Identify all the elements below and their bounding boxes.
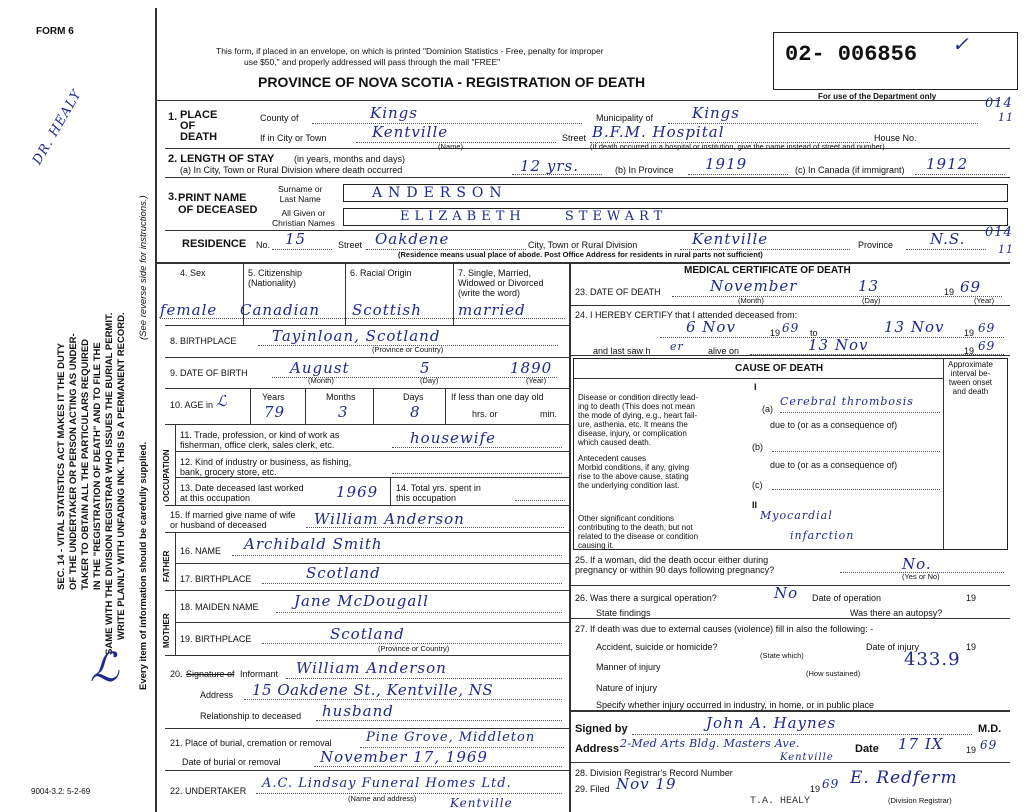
dob-month: August — [290, 359, 350, 377]
notice-line-2: use $50," and properly addressed will pass through the mail "FREE" — [244, 57, 501, 67]
given-label: All Given or Christian Names — [272, 208, 335, 228]
act-line-3: TAKER TO OBTAIN ALL THE PARTICULARS REQUIRED — [80, 338, 91, 590]
hospital-note: (If death occurred in a hospital or institution, give the name instead of street and number) — [590, 142, 885, 151]
alive-prefix: 19 — [964, 346, 975, 356]
relationship-label: Relationship to deceased — [200, 711, 302, 721]
form-code: 9004-3.2: 5-2-69 — [31, 787, 91, 796]
occ-14-line — [515, 500, 565, 501]
undertaker-label: 22. UNDERTAKER — [170, 786, 247, 796]
age-label: 10. AGE in — [170, 400, 214, 410]
cause-b-marker: (b) — [752, 442, 763, 452]
mother-maiden: Jane McDougall — [294, 592, 429, 610]
act-line-6: WRITE PLAINLY WITH UNFADING INK. THIS IS A PERMANENT RECORD. — [116, 312, 127, 640]
age-months: 3 — [338, 403, 349, 421]
cert-addr-2: Kentville — [780, 752, 834, 763]
dob-year-caption: (Year) — [526, 376, 547, 385]
dept-use-label: For use of the Department only — [818, 92, 937, 101]
undertaker-town: Kentville — [450, 796, 513, 810]
occ-11-value: housewife — [410, 429, 496, 447]
row-rule — [165, 424, 569, 425]
other-conditions-label: Other significant conditions contributing to the death, but not related to the disease or condition causing it. — [578, 514, 699, 550]
interval-header: Approximate interval be- tween onset and death — [948, 360, 993, 396]
filed-year: 69 — [822, 777, 840, 791]
pregnancy-label: 25. If a woman, did the death occur either during pregnancy or within 90 days following pregnancy? — [575, 555, 775, 575]
occ-14-label: 14. Total yrs. spent in this occupation — [396, 483, 481, 503]
residence-city-label: City, Town or Rural Division — [528, 240, 638, 250]
dept-code-1: 014 — [985, 96, 1013, 111]
specify-label: Specify whether injury occurred in industry, in home, or in public place — [596, 700, 874, 710]
registration-check: ✓ — [952, 32, 970, 56]
row-rule — [165, 532, 569, 533]
state-which-caption: (State which) — [760, 651, 804, 660]
right-rule — [569, 618, 1010, 619]
residence-province-line — [906, 249, 986, 250]
cause-a-line — [780, 412, 940, 413]
act-line-1: SEC. 14 - VITAL STATISTICS ACT MAKES IT THE DUTY — [56, 342, 67, 590]
informant-addr: 15 Oakdene St., Kentville, NS — [252, 681, 494, 699]
classification-code: 433.9 — [904, 649, 961, 670]
external-label: 27. If death was due to external causes (violence) fill in also the following: - — [575, 624, 874, 634]
residence-note: (Residence means usual place of abode. Post Office Address for residents in rural parts not sufficient) — [398, 250, 763, 259]
registrar-stamp: T.A. HEALY — [750, 796, 811, 807]
roman-2: II — [752, 500, 758, 510]
cert-date: 17 IX — [898, 735, 944, 753]
occ-13-value: 1969 — [336, 483, 379, 501]
cause-a: Cerebral thrombosis — [780, 395, 914, 408]
dob-day: 5 — [420, 359, 431, 377]
mother-side-label: MOTHER — [162, 613, 171, 648]
dod-day: 13 — [858, 277, 880, 295]
dod-year-caption: (Year) — [974, 296, 995, 305]
municipality-label: Municipality of — [596, 113, 654, 123]
undertaker-value: A.C. Lindsay Funeral Homes Ltd. — [262, 776, 512, 791]
cert-addr-label: Address — [575, 743, 620, 755]
residence-street-label: Street — [338, 240, 363, 250]
occ-13-label: 13. Date deceased last worked at this occupation — [180, 483, 304, 503]
certify-label: 24. I HEREBY CERTIFY that I attended deceased from: — [575, 310, 798, 320]
spouse-value: William Anderson — [314, 510, 465, 528]
medical-title: MEDICAL CERTIFICATE OF DEATH — [684, 265, 851, 276]
s2-sub: (in years, months and days) — [294, 154, 406, 164]
sex-value: female — [160, 301, 218, 319]
residence-province: N.S. — [930, 230, 966, 248]
surname-value: ANDERSON — [372, 185, 508, 201]
dod-label: 23. DATE OF DEATH — [575, 287, 661, 297]
last-seen-suffix: er — [670, 340, 684, 353]
mother-maiden-line — [276, 612, 562, 613]
dod-month: November — [710, 277, 798, 295]
instructions-note: Every item of information should be carefully supplied. — [138, 441, 149, 690]
cause-c-marker: (c) — [752, 480, 763, 490]
informant-line — [286, 678, 562, 679]
autopsy-label: Was there an autopsy? — [850, 608, 943, 618]
interval-col — [943, 358, 944, 550]
dept-code-2b: 11 — [998, 243, 1014, 256]
city-caption: (Name) — [438, 142, 464, 151]
s3-num: 3. — [168, 191, 178, 203]
burial-date: November 17, 1969 — [320, 748, 488, 766]
dod-year-prefix: 19 — [944, 287, 955, 297]
attend-to-prefix: 19 — [964, 328, 975, 338]
cert-date-label: Date — [855, 743, 879, 755]
s2-b-label: (b) In Province — [615, 165, 674, 175]
father-name-line — [232, 555, 562, 556]
row-rule — [165, 590, 569, 591]
residence-no: 15 — [285, 230, 307, 248]
filed-year-prefix: 19 — [810, 784, 821, 794]
cert-date-prefix: 19 — [966, 745, 977, 755]
row-rule — [165, 357, 569, 358]
other-conditions: Myocardial — [760, 509, 833, 522]
accident-label: Accident, suicide or homicide? — [596, 642, 718, 652]
racial-value: Scottish — [352, 301, 422, 319]
less-than-day-label: If less than one day old — [451, 392, 544, 402]
operation-date-label: Date of operation — [812, 593, 882, 603]
last-seen-label: and last saw h — [593, 346, 651, 356]
s2-label: 2. LENGTH OF STAY — [168, 153, 275, 165]
father-birthplace-label: 17. BIRTHPLACE — [180, 574, 252, 584]
marital-label: 7. Single, Married, Widowed or Divorced (write the word) — [458, 268, 544, 298]
age-tick: ℒ — [216, 392, 228, 410]
occupation-side-label: OCCUPATION — [162, 449, 171, 502]
middle-divider — [569, 262, 571, 812]
city-value: Kentville — [372, 123, 449, 141]
dob-day-caption: (Day) — [420, 376, 439, 385]
age-years: 79 — [264, 403, 286, 421]
alive-line — [750, 354, 1004, 355]
given-value: ELIZABETH STEWART — [400, 209, 668, 224]
row-rule — [175, 622, 569, 623]
informant-addr-label: Address — [200, 690, 234, 700]
act-line-2: OF THE UNDERTAKER OR PERSON ACTING AS UNDER- — [68, 333, 79, 590]
attend-to-label: to — [810, 328, 818, 338]
s1-num: 1. — [168, 111, 178, 123]
filed-label: 29. Filed — [575, 784, 610, 794]
occ-12-line — [392, 473, 562, 474]
dob-label: 9. DATE OF BIRTH — [170, 368, 248, 378]
col-rule — [390, 477, 391, 505]
birthplace-caption: (Province or Country) — [372, 345, 444, 354]
col-rule — [250, 388, 251, 424]
dept-code-2: 014 — [985, 225, 1013, 240]
registrar-caption: (Division Registrar) — [888, 796, 952, 805]
dept-code-1b: 11 — [998, 111, 1014, 124]
father-birthplace-line — [262, 583, 562, 584]
county-value: Kings — [370, 104, 418, 122]
cert-addr: 2-Med Arts Bldg. Masters Ave. — [620, 737, 800, 750]
cause-b-due: due to (or as a consequence of) — [770, 460, 898, 470]
sex-label: 4. Sex — [180, 268, 206, 278]
cause-title-rule — [573, 378, 943, 379]
attend-from-year: 69 — [782, 321, 800, 335]
father-side-label: FATHER — [162, 550, 171, 582]
street-label: Street — [562, 133, 587, 143]
row-rule — [175, 451, 569, 452]
burial-date-line — [314, 766, 562, 767]
residence-no-label: No. — [256, 240, 271, 250]
citizenship-label: 5. Citizenship (Nationality) — [248, 268, 303, 288]
form-id: FORM 6 — [36, 26, 74, 37]
relationship-value: husband — [322, 702, 394, 720]
cert-date-year: 69 — [980, 738, 998, 752]
col-rule — [445, 388, 446, 424]
registrar-signature: E. Redferm — [850, 768, 958, 788]
residence-no-line — [272, 249, 332, 250]
act-line-4: IN THE "REGISTRATION OF DEATH" AND TO FILE THE — [92, 342, 103, 590]
occ-12-label: 12. Kind of industry or business, as fishing, bank, grocery store, etc. — [180, 457, 352, 477]
row-rule — [165, 388, 569, 389]
signed-by: John A. Haynes — [706, 714, 837, 732]
relationship-line — [316, 720, 562, 721]
city-label: If in City or Town — [260, 133, 327, 143]
record-number-label: 28. Division Registrar's Record Number — [575, 768, 733, 778]
attend-from: 6 Nov — [686, 318, 736, 336]
burial-date-label: Date of burial or removal — [182, 757, 281, 767]
alive-date: 13 Nov — [808, 336, 869, 354]
spouse-label: 15. If married give name of wife or husband of deceased — [170, 510, 296, 530]
cause-c-line — [772, 489, 940, 490]
cause-b-line — [772, 451, 940, 452]
burial-place-label: 21. Place of burial, cremation or removal — [170, 738, 332, 748]
municipality-value: Kings — [692, 104, 740, 122]
signed-by-label: Signed by — [575, 723, 628, 735]
dob-month-caption: (Month) — [308, 376, 334, 385]
dod-month-caption: (Month) — [738, 296, 764, 305]
operation-year-prefix: 19 — [966, 593, 977, 603]
burial-place: Pine Grove, Middleton — [366, 730, 536, 745]
age-years-label: Years — [262, 392, 285, 402]
county-label: County of — [260, 113, 299, 123]
mother-maiden-label: 18. MAIDEN NAME — [180, 602, 259, 612]
occ-11-label: 11. Trade, profession, or kind of work as fisherman, office clerk, sales clerk, etc. — [180, 430, 340, 450]
informant-addr-line — [244, 699, 562, 700]
age-days: 8 — [410, 403, 421, 421]
mother-birthplace: Scotland — [330, 625, 405, 643]
s2-c-value: 1912 — [926, 155, 969, 173]
age-months-label: Months — [326, 392, 356, 402]
s2-b-line — [688, 174, 788, 175]
row-rule — [165, 325, 569, 326]
s2-c-line — [915, 174, 1005, 175]
other-conditions-2: infarction — [790, 529, 855, 542]
right-rule — [569, 710, 1010, 712]
row-rule — [165, 728, 569, 729]
col-rule — [305, 388, 306, 424]
disease-label: Disease or condition directly lead- ing to death (This does not mean the mode of dying, e.g., heart fail- ure, asthenia, etc. It means the disease, injury, or complication which caused death. — [578, 393, 699, 447]
s2-a-value: 12 yrs. — [520, 157, 579, 175]
street-value: B.F.M. Hospital — [592, 123, 725, 141]
s2-c-label: (c) In Canada (if immigrant) — [795, 165, 905, 175]
col-rule — [453, 262, 454, 325]
spouse-line — [306, 527, 564, 528]
cause-a-due: due to (or as a consequence of) — [770, 420, 898, 430]
mother-side-rule — [175, 590, 176, 655]
pregnancy-caption: (Yes or No) — [902, 572, 940, 581]
father-side-rule — [175, 532, 176, 590]
how-sustained-caption: (How sustained) — [806, 669, 861, 678]
left-margin-rule — [155, 8, 157, 812]
occ-11-line — [392, 447, 562, 448]
roman-1: I — [754, 382, 757, 392]
alive-on-label: alive on — [708, 346, 740, 356]
reverse-note: (See reverse side for instructions.) — [138, 195, 149, 340]
notice-line-1: This form, if placed in an envelope, on which is printed "Dominion Statistics - Free, penalty for improper — [216, 46, 604, 56]
pregnancy-value: No. — [902, 555, 932, 573]
s2-a-label: (a) In City, Town or Rural Division where death occurred — [180, 165, 403, 175]
row-rule — [165, 655, 569, 656]
page-title: PROVINCE OF NOVA SCOTIA - REGISTRATION OF DEATH — [258, 74, 646, 90]
residence-label: RESIDENCE — [182, 238, 247, 250]
filed-date: Nov 19 — [616, 775, 677, 793]
surgery-value: No — [774, 584, 799, 602]
father-name: Archibald Smith — [244, 535, 383, 553]
state-findings-label: State findings — [596, 608, 651, 618]
min-label: min. — [540, 409, 558, 419]
hrs-label: hrs. or — [472, 409, 498, 419]
physician-note: DR. HEALY — [30, 87, 86, 168]
marital-value: married — [458, 301, 526, 319]
citizenship-value: Canadian — [240, 301, 321, 319]
col-rule — [373, 388, 374, 424]
registrar-initials-mark: ℒ — [90, 645, 120, 691]
undertaker-caption: (Name and address) — [348, 794, 417, 803]
birthplace-label: 8. BIRTHPLACE — [170, 336, 237, 346]
s2-b-value: 1919 — [705, 155, 748, 173]
alive-year: 69 — [978, 339, 996, 353]
s1-label: PLACE OF DEATH — [180, 109, 218, 143]
informant-value: William Anderson — [296, 659, 447, 677]
father-birthplace: Scotland — [306, 564, 381, 582]
rule-after-residence — [155, 262, 1010, 264]
rule-after-s2 — [165, 177, 1010, 178]
racial-label: 6. Racial Origin — [350, 268, 412, 278]
age-days-label: Days — [403, 392, 424, 402]
attend-to-year: 69 — [978, 321, 996, 335]
informant-label: Informant — [240, 669, 279, 679]
residence-city: Kentville — [692, 230, 769, 248]
row-rule — [175, 477, 569, 478]
occupation-side-rule — [175, 424, 176, 505]
s3-label: PRINT NAME OF DECEASED — [178, 192, 258, 216]
attend-to: 13 Nov — [884, 318, 945, 336]
registration-number: 02- 006856 — [785, 42, 918, 67]
birthplace-value: Tayinloan, Scotland — [272, 327, 441, 345]
surname-label: Surname or Last Name — [278, 184, 323, 204]
act-line-5: SAME WITH THE DIVISION REGISTRAR WHO ISSUES THE BURIAL PERMIT. — [104, 312, 115, 655]
dod-day-caption: (Day) — [862, 296, 881, 305]
col-rule — [345, 262, 346, 325]
dod-year: 69 — [960, 278, 982, 296]
informant-num: 20. — [170, 669, 183, 679]
right-rule — [569, 305, 1010, 306]
antecedent-label: Antecedent causes Morbid conditions, if any, giving rise to the above cause, stating the underlying condition last. — [578, 454, 690, 490]
cause-a-marker: (a) — [762, 404, 773, 414]
injury-date-label: Date of injury — [866, 642, 920, 652]
manner-label: Manner of injury — [596, 662, 661, 672]
father-name-label: 16. NAME — [180, 546, 222, 556]
cause-title: CAUSE OF DEATH — [735, 363, 824, 374]
personal-line — [160, 318, 565, 319]
row-rule — [165, 770, 569, 771]
mother-birthplace-label: 19. BIRTHPLACE — [180, 634, 252, 644]
house-label: House No. — [874, 133, 917, 143]
informant-struck-label: Signature of — [186, 669, 235, 679]
injury-year-prefix: 19 — [966, 642, 977, 652]
dob-year: 1890 — [510, 359, 553, 377]
nature-label: Nature of injury — [596, 683, 658, 693]
residence-province-label: Province — [858, 240, 894, 250]
dod-line — [672, 296, 1002, 297]
md-label: M.D. — [978, 723, 1002, 735]
mother-birthplace-caption: (Province or Country) — [378, 644, 450, 653]
residence-street: Oakdene — [375, 230, 450, 248]
attend-from-prefix: 19 — [770, 328, 781, 338]
surgery-label: 26. Was there a surgical operation? — [575, 593, 717, 603]
row-rule — [165, 505, 569, 506]
